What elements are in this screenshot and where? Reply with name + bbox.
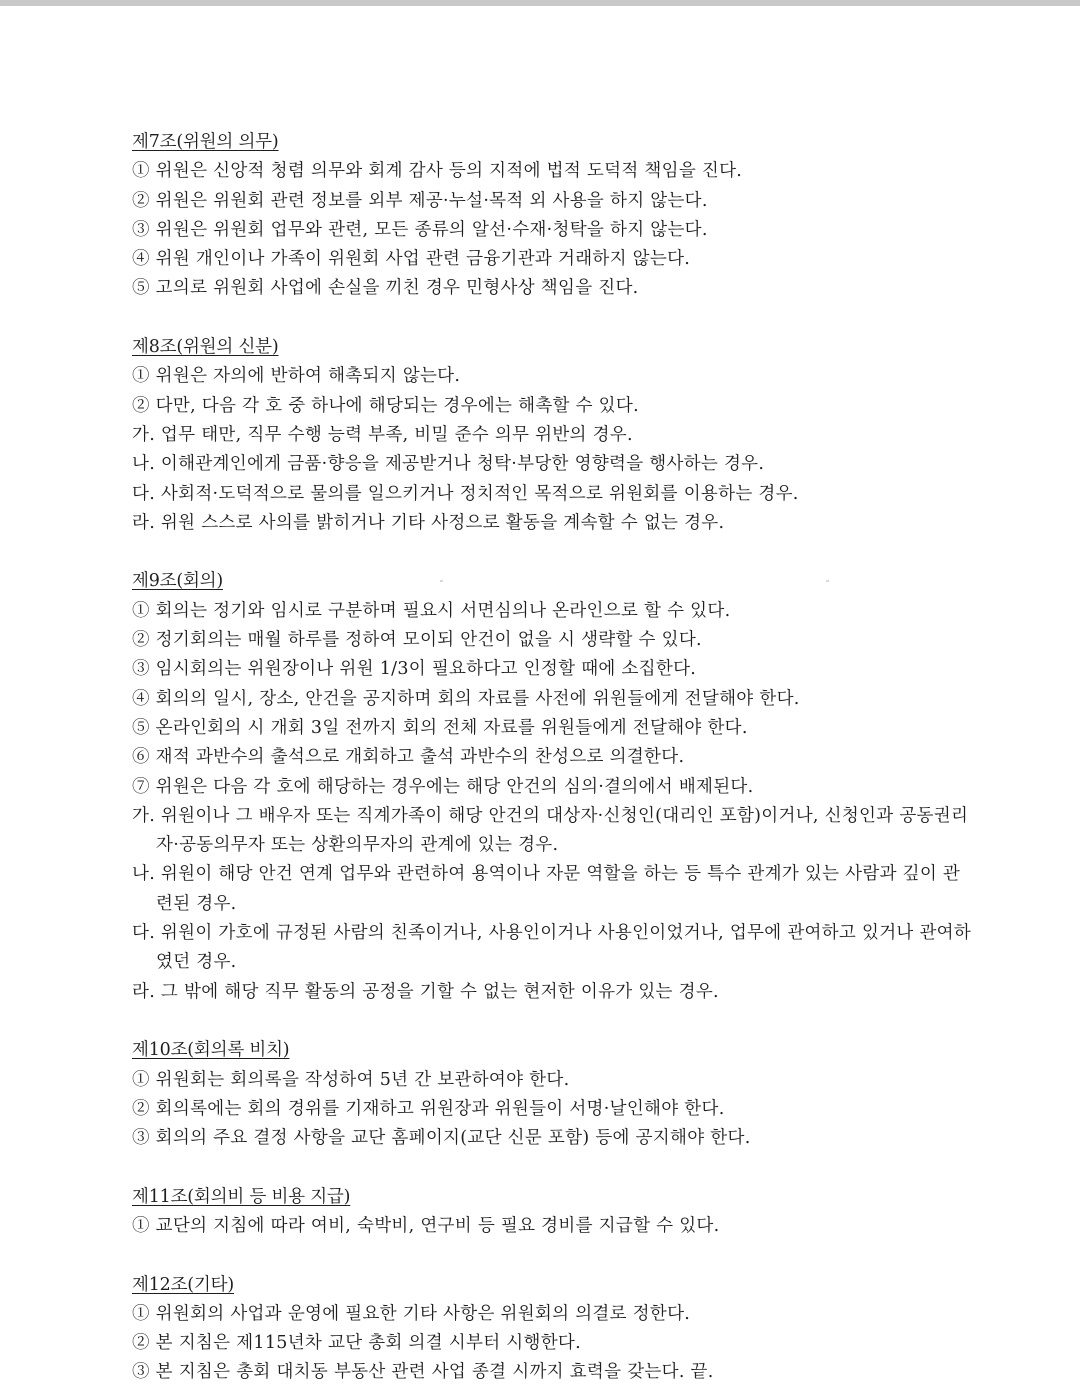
section-spacer <box>132 538 972 567</box>
article-7-title: 제7조(위원의 의무) <box>132 132 279 152</box>
article-12-title: 제12조(기타) <box>132 1274 234 1295</box>
article-10-title: 제10조(회의록 비치) <box>132 1040 290 1061</box>
article-9-clause-6: ⑥ 재적 과반수의 출석으로 개회하고 출석 과반수의 찬성으로 의결한다. <box>132 747 685 768</box>
article-8-item-ga: 가. 업무 태만, 직무 수행 능력 부족, 비밀 준수 의무 위반의 경우. <box>132 424 633 445</box>
article-8-clause-2: ② 다만, 다음 각 호 중 하나에 해당되는 경우에는 해촉할 수 있다. <box>132 395 639 416</box>
article-9-item-ra: 라. 그 밖에 해당 직무 활동의 공정을 기할 수 없는 현저한 이유가 있는 경우. <box>132 981 719 1002</box>
article-11-title: 제11조(회의비 등 비용 지급) <box>132 1186 351 1207</box>
article-9-item-da: 다. 위원이 가호에 규정된 사람의 친족이거나, 사용인이거나 사용인이었거나, 업무에 관여하고 있거나 관여하였던 경우. <box>132 923 972 973</box>
article-10-clause-3: ③ 회의의 주요 결정 사항을 교단 홈페이지(교단 신문 포함) 등에 공지해야 한다. <box>132 1128 751 1149</box>
article-7-clause-2: ② 위원은 위원회 관련 정보를 외부 제공·누설·목적 외 사용을 하지 않는다. <box>132 190 708 211</box>
section-spacer <box>132 1241 972 1270</box>
article-9-clause-5: ⑤ 온라인회의 시 개회 3일 전까지 회의 전체 자료를 위원들에게 전달해야 한다. <box>132 717 748 738</box>
article-7-clause-4: ④ 위원 개인이나 가족이 위원회 사업 관련 금융기관과 거래하지 않는다. <box>132 249 691 270</box>
article-12-clause-3: ③ 본 지침은 총회 대치동 부동산 관련 사업 종결 시까지 효력을 갖는다. 끝. <box>132 1362 714 1383</box>
article-10-clause-1: ① 위원회는 회의록을 작성하여 5년 간 보관하여야 한다. <box>132 1069 570 1090</box>
article-9-clause-2: ② 정기회의는 매월 하루를 정하여 모이되 안건이 없을 시 생략할 수 있다. <box>132 630 702 651</box>
article-9-clause-1: ① 회의는 정기와 임시로 구분하며 필요시 서면심의나 온라인으로 할 수 있다. <box>132 600 731 621</box>
article-7-clause-3: ③ 위원은 위원회 업무와 관련, 모든 종류의 알선·수재·청탁을 하지 않는다. <box>132 219 708 240</box>
section-spacer <box>132 1153 972 1182</box>
scan-top-edge <box>0 0 1080 6</box>
document-page <box>132 128 972 1388</box>
article-12-clause-2: ② 본 지침은 제115년차 교단 총회 의결 시부터 시행한다. <box>132 1333 581 1354</box>
article-8-title: 제8조(위원의 신분) <box>132 337 279 358</box>
article-7-clause-5: ⑤ 고의로 위원회 사업에 손실을 끼친 경우 민형사상 책임을 진다. <box>132 278 639 299</box>
article-9-clause-7: ⑦ 위원은 다음 각 호에 해당하는 경우에는 해당 안건의 심의·결의에서 배제된다. <box>132 776 754 797</box>
article-10-clause-2: ② 회의록에는 회의 경위를 기재하고 위원장과 위원들이 서명·날인해야 한다. <box>132 1098 725 1119</box>
article-7-clause-1: ① 위원은 신앙적 청렴 의무와 회계 감사 등의 지적에 법적 도덕적 책임을 진다. <box>132 161 743 182</box>
section-spacer <box>132 1007 972 1036</box>
article-9-title: 제9조(회의) <box>132 571 224 592</box>
article-8-item-ra: 라. 위원 스스로 사의를 밝히거나 기타 사정으로 활동을 계속할 수 없는 경우. <box>132 512 725 533</box>
article-9-clause-4: ④ 회의의 일시, 장소, 안건을 공지하며 회의 자료를 사전에 위원들에게 전달해야 한다. <box>132 688 800 709</box>
article-12-clause-1: ① 위원회의 사업과 운영에 필요한 기타 사항은 위원회의 의결로 정한다. <box>132 1303 691 1324</box>
article-8-item-da: 다. 사회적·도덕적으로 물의를 일으키거나 정치적인 목적으로 위원회를 이용하는 경우. <box>132 483 799 504</box>
article-9-clause-3: ③ 임시회의는 위원장이나 위원 1/3이 필요하다고 인정할 때에 소집한다. <box>132 659 697 680</box>
article-9-item-na: 나. 위원이 해당 안건 연계 업무와 관련하여 용역이나 자문 역할을 하는 등 특수 관계가 있는 사람과 깊이 관련된 경우. <box>132 864 961 914</box>
section-spacer <box>132 304 972 333</box>
article-8-clause-1: ① 위원은 자의에 반하여 해촉되지 않는다. <box>132 366 461 387</box>
article-11-clause-1: ① 교단의 지침에 따라 여비, 숙박비, 연구비 등 필요 경비를 지급할 수 있다. <box>132 1215 720 1236</box>
article-8-item-na: 나. 이해관계인에게 금품·향응을 제공받거나 청탁·부당한 영향력을 행사하는 경우. <box>132 454 765 475</box>
article-9-item-ga: 가. 위원이나 그 배우자 또는 직계가족이 해당 안건의 대상자·신청인(대리인 포함)이거나, 신청인과 공동권리자·공동의무자 또는 상환의무자의 관계에 있는 경우. <box>132 805 969 856</box>
